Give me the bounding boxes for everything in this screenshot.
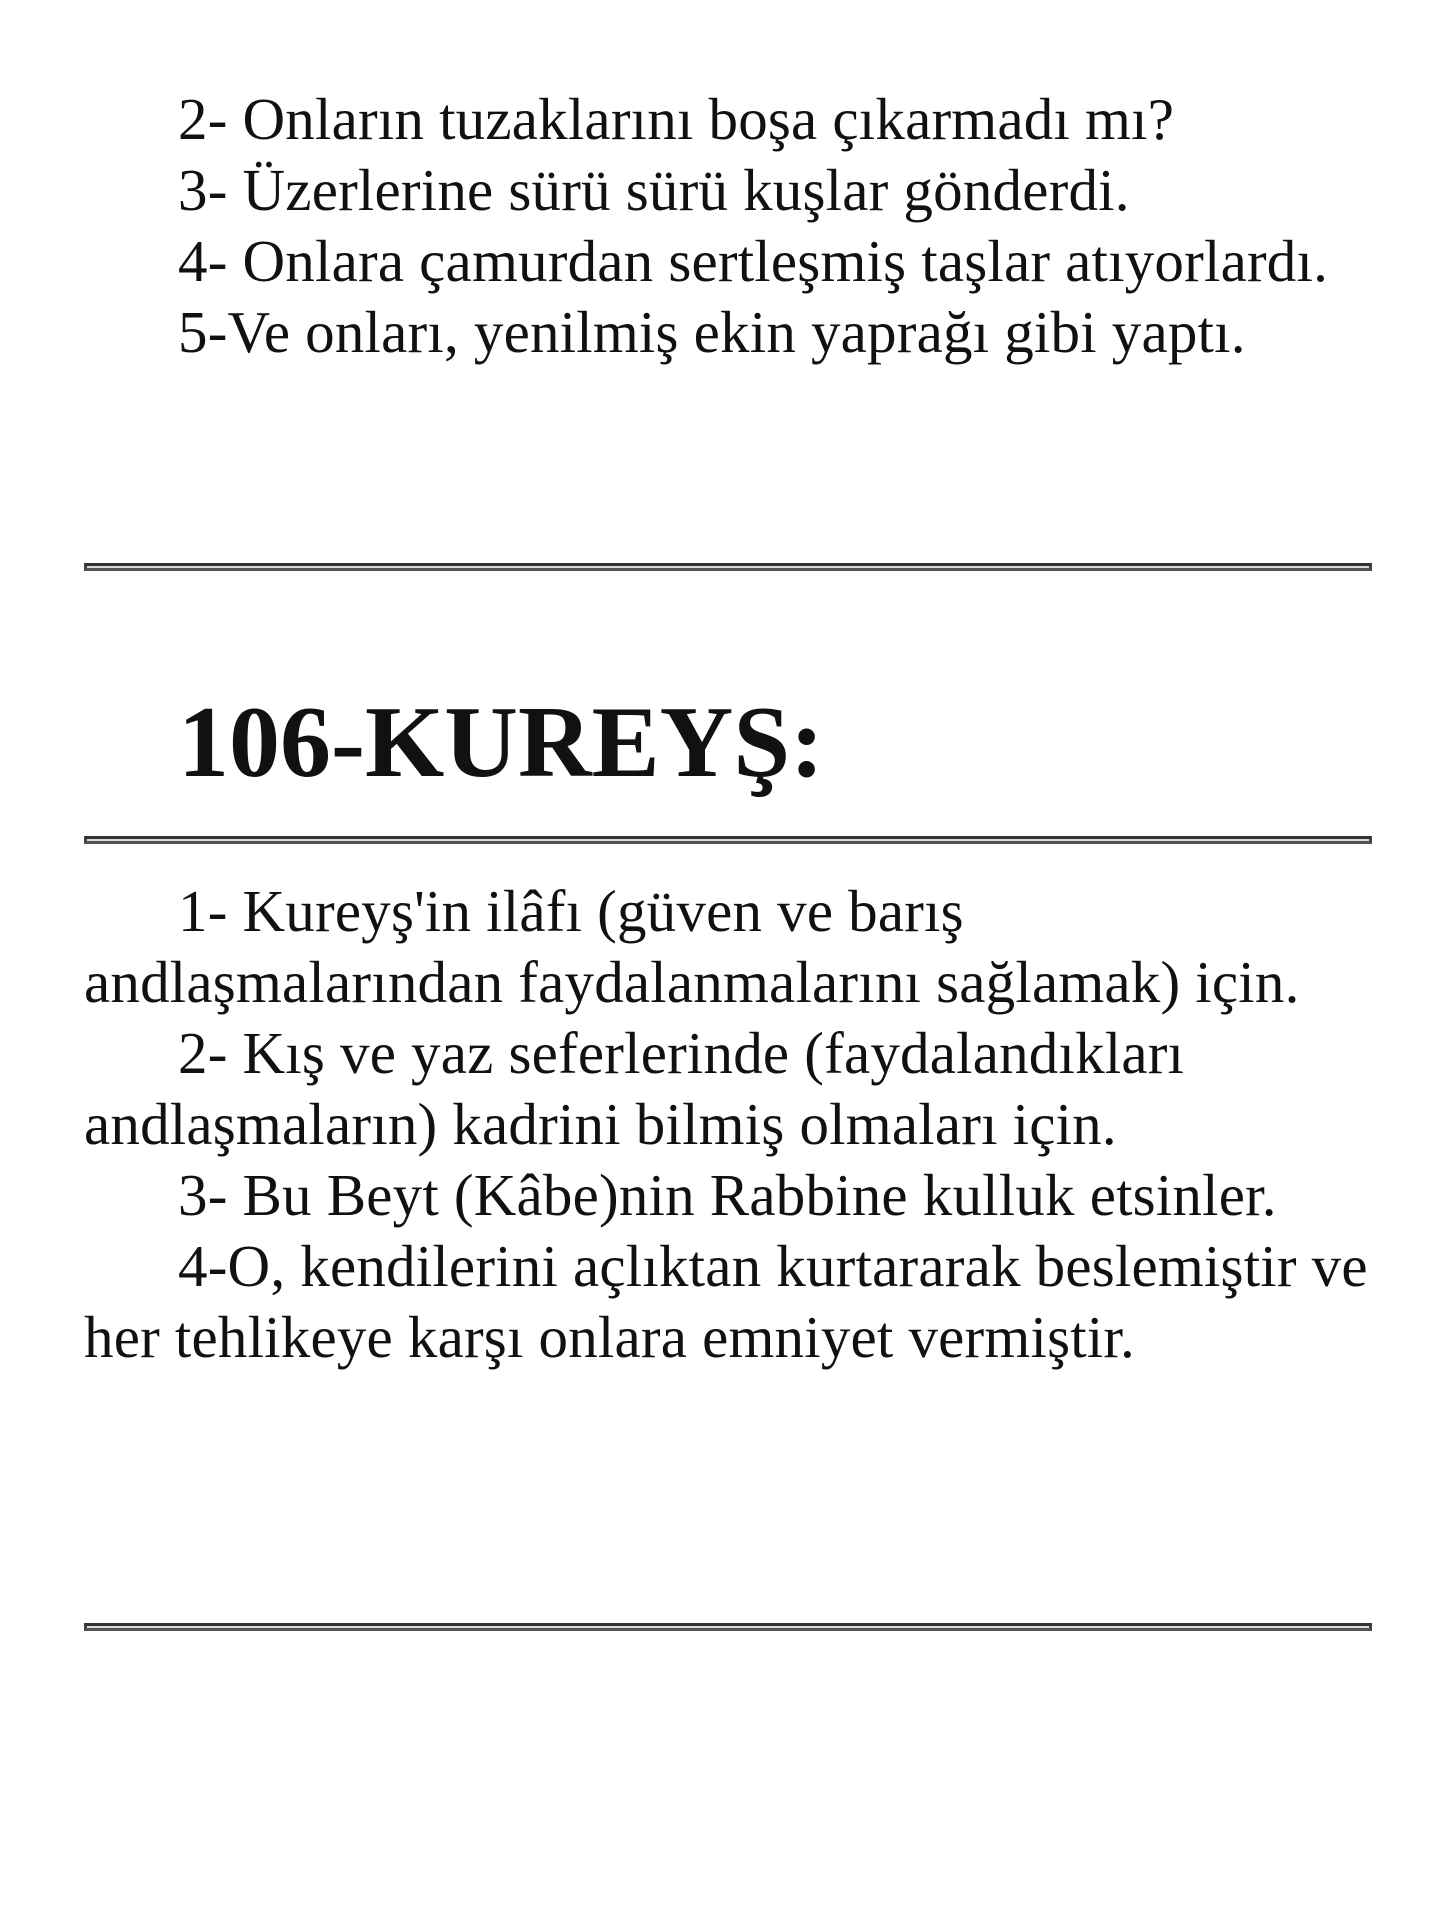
verse-4: 4-O, kendilerini açlıktan kurtararak beslemiştir ve her tehlikeye karşı onlara emniyet vermiştir.: [84, 1233, 1368, 1370]
verse-2: 2- Onların tuzaklarını boşa çıkarmadı mı?: [178, 86, 1175, 152]
divider-bottom: [84, 1623, 1372, 1631]
verse-2: 2- Kış ve yaz seferlerinde (faydalandıkları andlaşmaların) kadrini bilmiş olmaları için.: [84, 1020, 1185, 1157]
surah-title: 106-KUREYŞ:: [178, 686, 825, 799]
previous-surah-verses: [84, 84, 1374, 368]
verse-1: 1- Kureyş'in ilâfı (güven ve barış andlaşmalarından faydalanmalarını sağlamak) için.: [84, 878, 1300, 1015]
surah-verses: [84, 876, 1374, 1373]
verse-5: 5-Ve onları, yenilmiş ekin yaprağı gibi yaptı.: [178, 299, 1246, 365]
verse-4: 4- Onlara çamurdan sertleşmiş taşlar atıyorlardı.: [178, 228, 1329, 294]
divider-under-title: [84, 836, 1372, 844]
divider-top: [84, 563, 1372, 571]
verse-3: 3- Üzerlerine sürü sürü kuşlar gönderdi.: [178, 157, 1130, 223]
verse-3: 3- Bu Beyt (Kâbe)nin Rabbine kulluk etsinler.: [178, 1162, 1277, 1228]
